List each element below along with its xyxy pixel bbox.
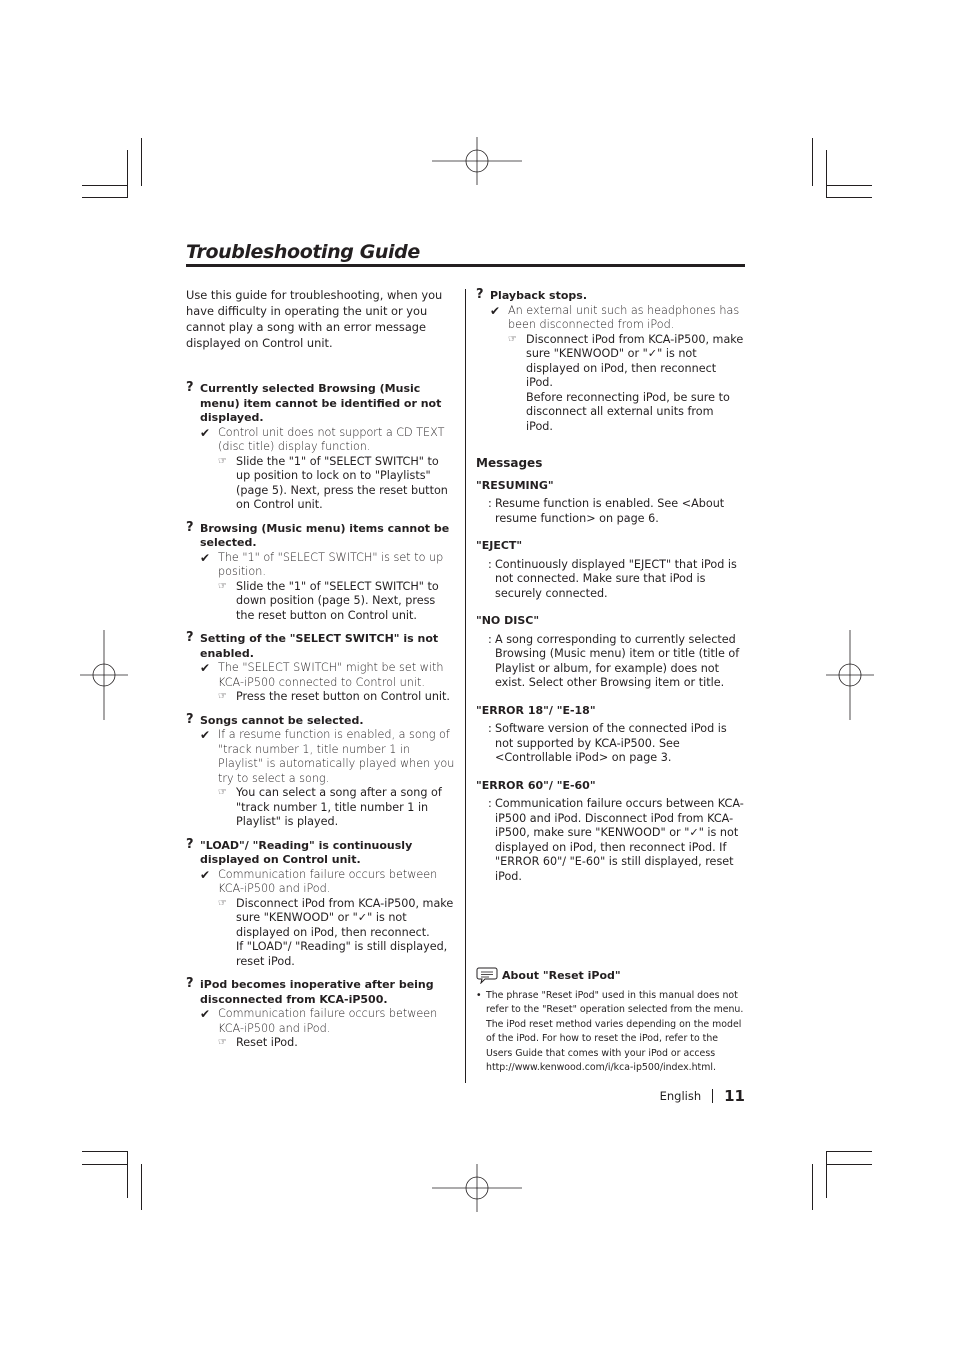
issue-remedy: Disconnect iPod from KCA-iP500, make sure "KENWOOD" or "✓" is not displayed on iPod, then reconnect iPod. — [526, 332, 744, 389]
issue-question: Playback stops. — [490, 289, 588, 302]
question-mark-icon: ? — [186, 519, 194, 535]
footer-language: English — [659, 1089, 702, 1103]
issue-cause: The "1" of "SELECT SWITCH" is set to up position. — [218, 550, 444, 578]
message-description: A song corresponding to currently selected Browsing (Music menu) item or title (title of Playlist or album, for example) does not exist. Select other Browsing item or title. — [495, 632, 740, 689]
check-mark-icon: ✔ — [490, 303, 501, 318]
issue-remedy: You can select a song after a song of "track number 1, title number 1 in Playlist" is played. — [236, 786, 442, 828]
pointing-hand-icon: ☞ — [508, 333, 517, 345]
issue-remedy: Slide the "1" of "SELECT SWITCH" to up position to lock on to "Playlists" (page 5). Next, press the reset button on Control unit. — [236, 454, 448, 511]
question-mark-icon: ? — [186, 711, 194, 727]
issue-item — [186, 836, 456, 970]
pointing-hand-icon: ☞ — [218, 691, 227, 702]
issue-question: Setting of the "SELECT SWITCH" is not enabled. — [200, 632, 439, 660]
question-mark-icon: ? — [186, 976, 194, 991]
colon-marker: : — [488, 557, 492, 571]
question-mark-icon: ? — [186, 836, 194, 852]
crop-mark-top-right-v — [826, 150, 827, 198]
crop-mark-bottom-right-v — [826, 1152, 827, 1198]
issue-remedy: Reset iPod. — [236, 1036, 298, 1049]
crop-mark-top-left-h2 — [82, 197, 128, 198]
column-divider — [465, 289, 466, 1083]
message-code: "ERROR 18"/ "E-18" — [476, 703, 596, 717]
page-footer — [600, 1087, 745, 1105]
issue-cause: An external unit such as headphones has been disconnected from iPod. — [508, 303, 740, 331]
issue-cause: Control unit does not support a CD TEXT (disc title) display function. — [218, 425, 445, 453]
message-item — [476, 539, 744, 601]
issue-question: iPod becomes inoperative after being disconnected from KCA-iP500. — [200, 978, 434, 1006]
message-description: Communication failure occurs between KCA-iP500 and iPod. Disconnect iPod from KCA-iP500, make sure "KENWOOD" or "✓" is not displayed on iPod, then reconnect iPod. If "ERROR 60"/ "E-60" is still displayed, reset iPod. — [495, 797, 744, 883]
message-code: "NO DISC" — [476, 614, 540, 627]
message-description: Continuously displayed "EJECT" that iPod is not connected. Make sure that iPod is securely connected. — [495, 557, 737, 600]
issue-cause: If a resume function is enabled, a song of "track number 1, title number 1 in Playlist" is automatically played when you try to select a song. — [218, 728, 455, 785]
check-mark-icon: ✔ — [200, 1007, 211, 1021]
registration-mark-bottom — [432, 1164, 522, 1212]
crop-mark-bottom-left-h2 — [82, 1151, 128, 1152]
message-description: Software version of the connected iPod is not supported by KCA-iP500. See <Controllable iPod> on page 3. — [495, 722, 727, 764]
issue-cause: The "SELECT SWITCH" might be set with KCA-iP500 connected to Control unit. — [218, 661, 444, 689]
crop-mark-bottom-right-h — [826, 1164, 872, 1165]
issue-remedy: Press the reset button on Control unit. — [236, 690, 450, 703]
crop-mark-top-left-h — [82, 185, 128, 186]
issue-cause: Communication failure occurs between KCA-iP500 and iPod. — [218, 1007, 438, 1035]
issue-remedy-extra: If "LOAD"/ "Reading" is still displayed, reset iPod. — [236, 940, 448, 968]
issue-item — [186, 382, 456, 513]
crop-mark-bottom-left-v2 — [141, 1164, 142, 1210]
message-item — [476, 479, 744, 527]
title-rule — [186, 264, 745, 267]
registration-mark-top — [432, 137, 522, 185]
check-mark-icon: ✔ — [200, 661, 211, 675]
issue-cause: Communication failure occurs between KCA-iP500 and iPod. — [218, 867, 438, 895]
crop-mark-top-right-v2 — [812, 138, 813, 186]
check-mark-icon: ✔ — [200, 425, 211, 440]
colon-marker: : — [488, 497, 492, 510]
issue-item — [186, 632, 456, 705]
crop-mark-bottom-left-h — [82, 1164, 128, 1165]
colon-marker: : — [488, 632, 492, 646]
issue-item — [476, 289, 744, 434]
right-column — [476, 289, 744, 897]
question-mark-icon: ? — [186, 380, 194, 395]
message-code: "ERROR 60"/ "E-60" — [476, 778, 596, 792]
check-mark-icon: ✔ — [200, 728, 211, 742]
issue-item — [186, 978, 456, 1051]
crop-mark-bottom-right-h2 — [826, 1151, 872, 1152]
crop-mark-bottom-right-v2 — [812, 1164, 813, 1210]
issue-item — [186, 519, 456, 624]
issue-question: Currently selected Browsing (Music menu) item cannot be identified or not displayed. — [200, 382, 442, 424]
issue-remedy: Disconnect iPod from KCA-iP500, make sure "KENWOOD" or "✓" is not displayed on iPod, then reconnect. — [236, 896, 454, 939]
note-text: The phrase "Reset iPod" used in this manual does not refer to the "Reset" operation selected from the menu. The iPod reset method varies depending on the model of the iPod. For how to reset the iPod, refer to the Users Guide that comes with your iPod or access http://www.kenwood.com/i/kca-ip500/index.html. — [486, 990, 744, 1074]
message-item — [476, 779, 744, 885]
intro-paragraph: Use this guide for troubleshooting, when you have difficulty in operating the unit or you cannot play a song with an error message displayed on Control unit. — [186, 288, 443, 350]
message-item — [476, 614, 744, 691]
crop-mark-top-right-h — [826, 185, 872, 186]
crop-mark-top-right-h2 — [826, 197, 872, 198]
check-mark-icon: ✔ — [200, 867, 211, 882]
pointing-hand-icon: ☞ — [218, 455, 227, 467]
registration-mark-left — [80, 630, 128, 720]
colon-marker: : — [488, 722, 492, 735]
messages-heading: Messages — [476, 456, 543, 470]
issue-question: "LOAD"/ "Reading" is continuously displayed on Control unit. — [200, 838, 413, 866]
pointing-hand-icon: ☞ — [218, 1037, 227, 1048]
crop-mark-bottom-left-v — [127, 1152, 128, 1198]
issue-item — [186, 711, 456, 830]
footer-separator — [712, 1089, 713, 1103]
page-title: Troubleshooting Guide — [186, 241, 420, 263]
pointing-hand-icon: ☞ — [218, 580, 227, 592]
question-mark-icon: ? — [186, 630, 194, 645]
pointing-hand-icon: ☞ — [218, 787, 227, 798]
bullet-icon: • — [476, 990, 482, 1001]
issue-question: Browsing (Music menu) items cannot be selected. — [200, 521, 450, 549]
crop-mark-top-left-v — [127, 150, 128, 198]
colon-marker: : — [488, 797, 492, 810]
note-heading: About "Reset iPod" — [502, 968, 621, 982]
pointing-hand-icon: ☞ — [218, 897, 227, 909]
note-speech-icon — [476, 966, 498, 984]
check-mark-icon: ✔ — [200, 550, 211, 565]
issue-remedy: Slide the "1" of "SELECT SWITCH" to down position (page 5). Next, press the reset button on Control unit. — [236, 579, 439, 622]
issue-question: Songs cannot be selected. — [200, 713, 364, 727]
left-column — [186, 287, 456, 1060]
message-item — [476, 704, 744, 766]
note-section — [476, 966, 744, 1075]
issue-remedy-extra: Before reconnecting iPod, be sure to disconnect all external units from iPod. — [526, 390, 730, 433]
message-code: "RESUMING" — [476, 478, 554, 492]
question-mark-icon: ? — [476, 287, 484, 302]
message-description: Resume function is enabled. See <About resume function> on page 6. — [495, 497, 725, 525]
crop-mark-top-left-v2 — [141, 138, 142, 186]
message-code: "EJECT" — [476, 539, 523, 552]
page-number: 11 — [724, 1087, 745, 1105]
registration-mark-right — [826, 630, 874, 720]
